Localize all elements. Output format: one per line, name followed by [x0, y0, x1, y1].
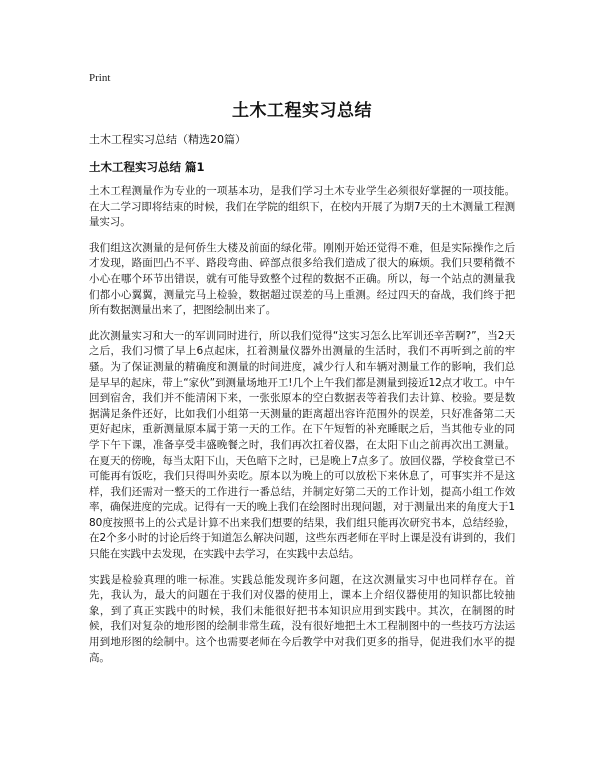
document-title: 土木工程实习总结 [232, 101, 372, 121]
paragraph-3: 此次测量实习和大一的军训同时进行，所以我们觉得“这实习怎么比军训还辛苦啊?”，当2天之后，我们习惯了早上6点起床，扛着测量仪器外出测量的生活时，我们不再听到之前的牢骚。为了保证测量的精确度和测量的时间进度，减少行人和车辆对测量工作的影响，我们总是早早的起床，带上“家伙”到测量场地开工!几个上午我们都是测量到接近12点才收工。中午回到宿舍，我们并不能清闲下来，一张张原本的空白数据表等着我们去计算、校验。要是数据满足条件还好，比如我们小组第一天测量的距离超出容许范围外的误差，只好准备第二天更好起床，重新测量原本属于第一天的工作。在下午短暂的补充睡眠之后，当其他专业的同学下午下课，准备享受丰盛晚餐之时，我们再次扛着仪器，在太阳下山之前再次出工测量。在夏天的傍晚，每当太阳下山，天色暗下之时，已是晚上7点多了。放回仪器，学校食堂已不可能再有饭吃，我们只得叫外卖吃。原本以为晚上的可以放松下来休息了，可事实并不是这样，我们还需对一整天的工作进行一番总结，并制定好第二天的工作计划，提高小组工作效率，确保进度的完成。记得有一天的晚上我们在绘图时出现问题，对于测量出来的角度大于180度按照书上的公式是计算不出来我们想要的结果，我们组只能再次研究书本，总结经验，在2个多小时的讨论后终于知道怎么解决问题，这些东西老师在平时上课是没有讲到的，我们只能在实践中去发现，在实践中去学习，在实践中去总结。 [89, 329, 515, 561]
paragraph-2: 我们组这次测量的是何侨生大楼及前面的绿化带。刚刚开始还觉得不难，但是实际操作之后才发现，路面凹凸不平、路段弯曲、碎部点很多给我们造成了很大的麻烦。我们只要稍微不小心在哪个环节出错误，就有可能导致整个过程的数据不正确。所以，每一个站点的测量我们都小心翼翼，测量完马上检验，数据超过误差的马上重测。经过四天的奋战，我们终于把所有数据测量出来了，把图绘制出来了。 [89, 241, 515, 317]
print-label: Print [89, 72, 111, 84]
paragraph-1: 土木工程测量作为专业的一项基本功，是我们学习土木专业学生必须很好掌握的一项技能。在大二学习即将结束的时候，我们在学院的组织下，在校内开展了为期7天的土木测量工程测量实习。 [89, 185, 515, 229]
document-body [89, 184, 515, 676]
section-heading: 土木工程实习总结 篇1 [89, 160, 205, 174]
document-subtitle: 土木工程实习总结（精选20篇） [89, 133, 246, 146]
paragraph-4: 实践是检验真理的唯一标准。实践总能发现许多问题，在这次测量实习中也同样存在。首先，我认为，最大的问题在于我们对仪器的使用上，课本上介绍仪器使用的知识都比较抽象，到了真正实践中的时候，我们未能很好把书本知识应用到实践中。其次，在制图的时候，我们对复杂的地形图的绘制非常生疏，没有很好地把土木工程制图中的一些技巧方法运用到地形图的绘制中。这个也需要老师在今后教学中对我们更多的指导，促进我们水平的提高。 [89, 573, 515, 664]
